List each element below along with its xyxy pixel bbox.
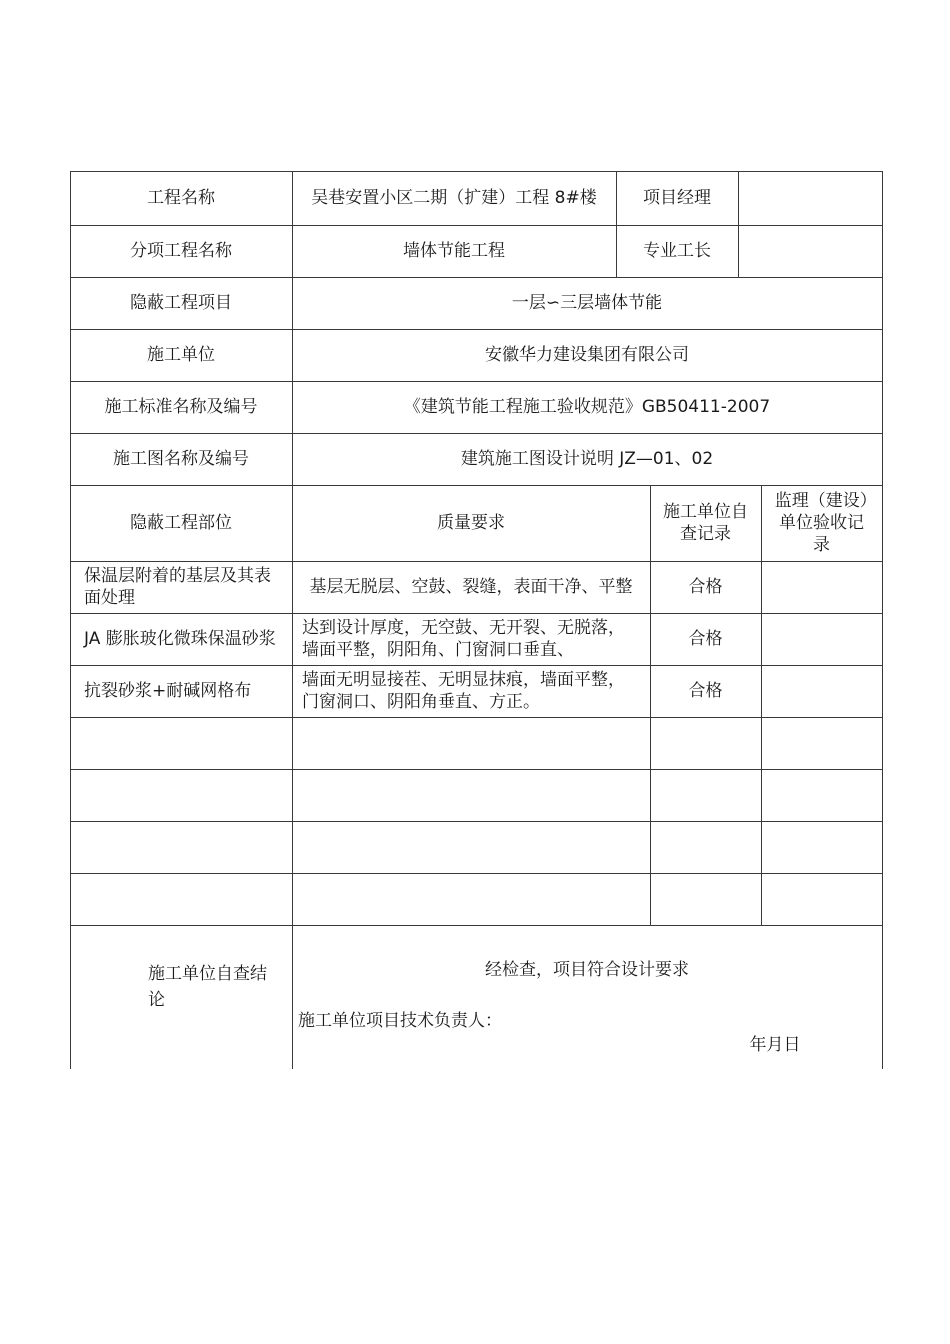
- row-self-check: 合格: [688, 577, 723, 597]
- sub-project-value: 墙体节能工程: [403, 241, 505, 261]
- row-part: 抗裂砂浆+耐碱网格布: [84, 681, 252, 701]
- project-name-label: 工程名称: [147, 188, 215, 208]
- project-manager-label: 项目经理: [643, 188, 711, 208]
- row-part: JA 膨胀玻化微珠保温砂浆: [84, 629, 276, 649]
- rule: [882, 171, 883, 1069]
- rule: [70, 925, 883, 926]
- conclusion-text: 经检查，项目符合设计要求: [485, 960, 689, 980]
- contractor-label: 施工单位: [147, 345, 215, 365]
- date-label: 年月日: [749, 1035, 801, 1055]
- hidden-item-label: 隐蔽工程项目: [130, 293, 232, 313]
- inspection-form: [70, 171, 883, 1069]
- drawing-value: 建筑施工图设计说明 JZ—01、02: [460, 449, 714, 469]
- header-part: 隐蔽工程部位: [130, 513, 232, 533]
- drawing-label: 施工图名称及编号: [113, 449, 249, 469]
- hidden-item-value: 一层∽三层墙体节能: [511, 293, 663, 313]
- foreman-label: 专业工长: [643, 241, 711, 261]
- header-requirement: 质量要求: [437, 513, 505, 533]
- row-supervision: [761, 561, 882, 613]
- sub-project-label: 分项工程名称: [130, 241, 232, 261]
- project-manager-value: [738, 171, 882, 225]
- row-requirement: 墙面无明显接茬、无明显抹痕，墙面平整，门窗洞口、阴阳角垂直、方正。: [302, 670, 625, 712]
- row-requirement: 基层无脱层、空鼓、裂缝，表面干净、平整: [309, 577, 633, 597]
- row-supervision: [761, 613, 882, 665]
- standard-label: 施工标准名称及编号: [104, 397, 258, 417]
- row-part: 保温层附着的基层及其表面处理: [84, 566, 271, 608]
- header-supervision: 监理（建设）单位验收记录: [774, 491, 869, 555]
- foreman-value: [738, 225, 882, 277]
- project-name-value: 吴巷安置小区二期（扩建）工程 8#楼: [311, 188, 597, 208]
- responsible-label: 施工单位项目技术负责人：: [298, 1011, 502, 1031]
- header-self-check: 施工单位自查记录: [663, 502, 748, 544]
- conclusion-label: 施工单位自查结论: [148, 964, 267, 1010]
- row-supervision: [761, 665, 882, 717]
- standard-value: 《建筑节能工程施工验收规范》GB50411-2007: [403, 397, 771, 417]
- row-self-check: 合格: [688, 681, 723, 701]
- row-self-check: 合格: [688, 629, 723, 649]
- contractor-value: 安徽华力建设集团有限公司: [485, 345, 689, 365]
- row-requirement: 达到设计厚度，无空鼓、无开裂、无脱落，墙面平整，阴阳角、门窗洞口垂直、: [302, 618, 625, 660]
